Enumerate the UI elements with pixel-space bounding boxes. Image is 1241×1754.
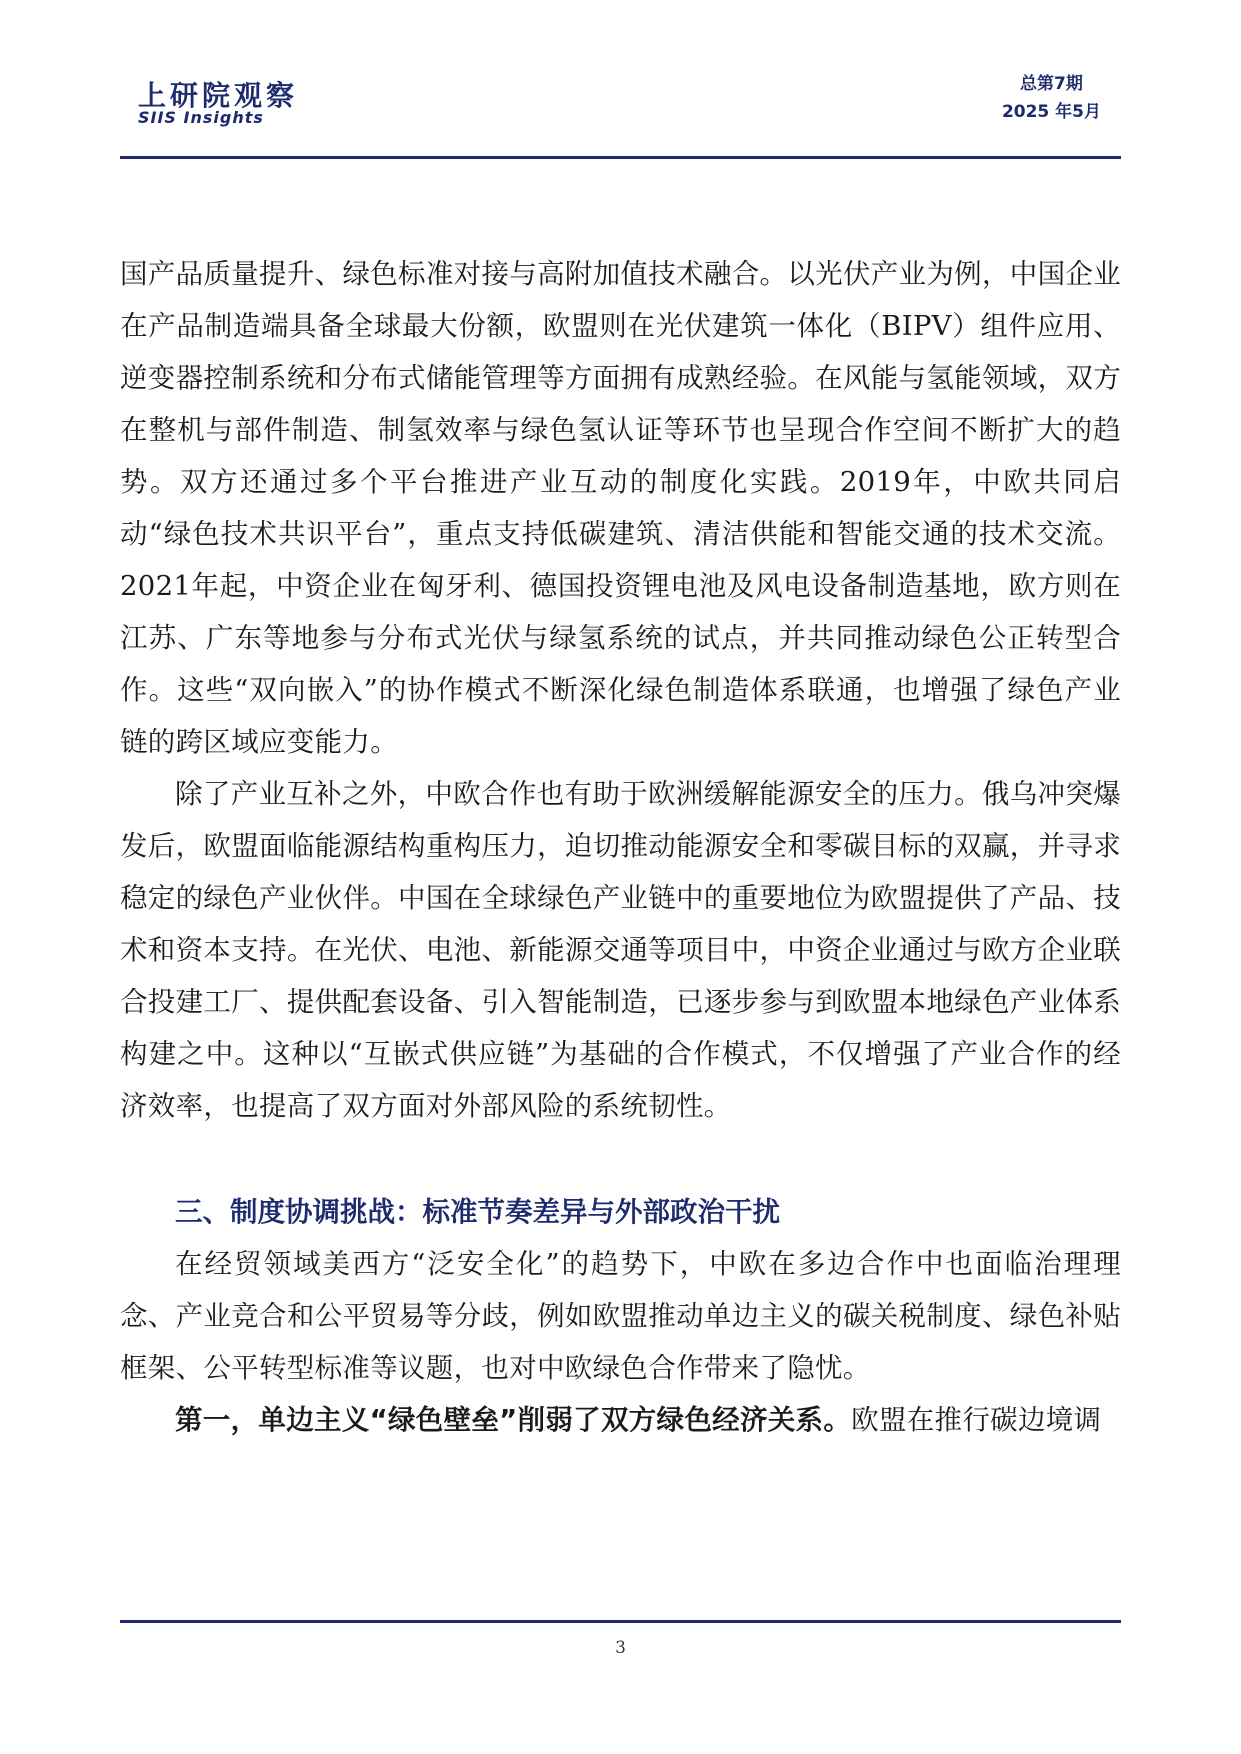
footer-rule bbox=[120, 1620, 1121, 1623]
paragraph-4-lead: 第一，单边主义“绿色壁垒”削弱了双方绿色经济关系。 bbox=[175, 1404, 852, 1436]
logo-english: SIIS Insights bbox=[138, 108, 264, 127]
page-header bbox=[120, 60, 1121, 160]
issue-date: 2025 年5月 bbox=[1001, 102, 1101, 122]
page-number: 3 bbox=[615, 1638, 626, 1658]
issue-number: 总第7期 bbox=[1020, 74, 1083, 94]
section-heading: 三、制度协调挑战：标准节奏差异与外部政治干扰 bbox=[175, 1196, 780, 1228]
paragraph-2: 除了产业互补之外，中欧合作也有助于欧洲缓解能源安全的压力。俄乌冲突爆发后，欧盟面临能源结构重构压力，迫切推动能源安全和零碳目标的双赢，并寻求稳定的绿色产业伙伴。中国在全球绿色产业链中的重要地位为欧盟提供了产品、技术和资本支持。在光伏、电池、新能源交通等项目中，中资企业通过与欧方企业联合投建工厂、提供配套设备、引入智能制造，已逐步参与到欧盟本地绿色产业体系构建之中。这种以“互嵌式供应链”为基础的合作模式，不仅增强了产业合作的经济效率，也提高了双方面对外部风险的系统韧性。 bbox=[120, 778, 1121, 1122]
article-body bbox=[120, 248, 1121, 1446]
header-rule bbox=[120, 156, 1121, 159]
paragraph-4-text: 欧盟在推行碳边境调 bbox=[851, 1404, 1102, 1436]
paragraph-3: 在经贸领域美西方“泛安全化”的趋势下，中欧在多边合作中也面临治理理念、产业竞合和公平贸易等分歧，例如欧盟推动单边主义的碳关税制度、绿色补贴框架、公平转型标准等议题，也对中欧绿色合作带来了隐忧。 bbox=[120, 1248, 1121, 1384]
paragraph-1: 国产品质量提升、绿色标准对接与高附加值技术融合。以光伏产业为例，中国企业在产品制造端具备全球最大份额，欧盟则在光伏建筑一体化（BIPV）组件应用、逆变器控制系统和分布式储能管理等方面拥有成熟经验。在风能与氢能领域，双方在整机与部件制造、制氢效率与绿色氢认证等环节也呈现合作空间不断扩大的趋势。双方还通过多个平台推进产业互动的制度化实践。2019年，中欧共同启动“绿色技术共识平台”，重点支持低碳建筑、清洁供能和智能交通的技术交流。2021年起，中资企业在匈牙利、德国投资锂电池及风电设备制造基地，欧方则在江苏、广东等地参与分布式光伏与绿氢系统的试点，并共同推动绿色公正转型合作。这些“双向嵌入”的协作模式不断深化绿色制造体系联通，也增强了绿色产业链的跨区域应变能力。 bbox=[120, 258, 1121, 758]
section-gap bbox=[120, 1132, 1121, 1186]
issue-info bbox=[1002, 70, 1101, 126]
logo-chinese: 上研院观察 bbox=[138, 79, 299, 112]
paragraph-4 bbox=[120, 1394, 1121, 1446]
